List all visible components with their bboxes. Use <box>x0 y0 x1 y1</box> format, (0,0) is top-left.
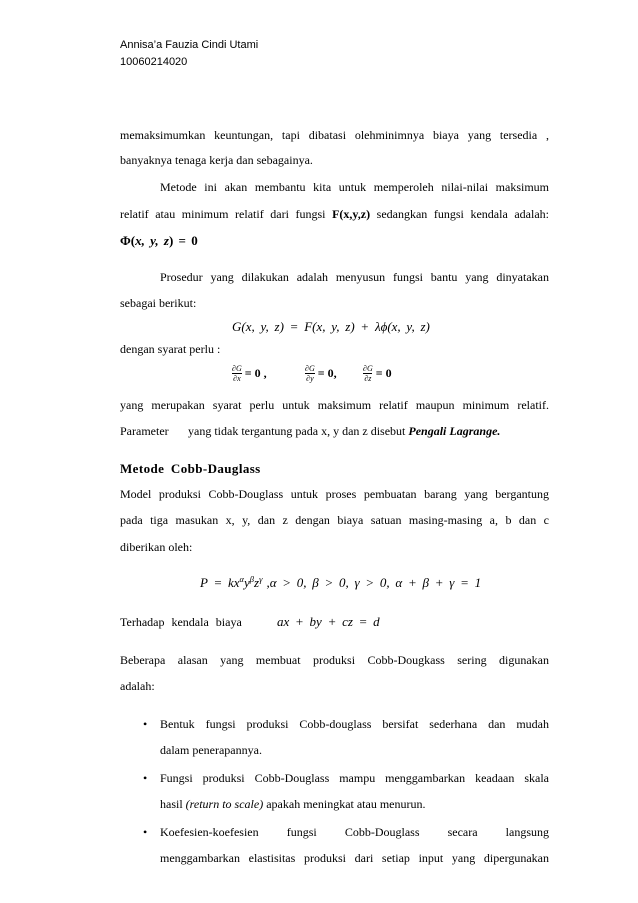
formula-variable: z <box>254 575 260 590</box>
list-item-line: Koefesien-koefesien fungsi Cobb-Douglass secara langsung <box>160 825 549 839</box>
partial-derivative-fraction <box>232 364 242 383</box>
condition-equals: = 0, <box>317 365 337 380</box>
paragraph-line: Metode ini akan membantu kita untuk memperoleh nilai-nilai maksimum <box>160 180 549 194</box>
paragraph-line <box>120 205 549 223</box>
paragraph-line: adalah: <box>120 679 155 693</box>
italic-term: (return to scale) <box>185 797 264 811</box>
fraction-numerator: ∂G <box>305 363 315 373</box>
partial-derivative-condition <box>305 361 337 385</box>
student-id: 10060214020 <box>120 56 188 68</box>
paragraph-line: pada tiga masukan x, y, dan z dengan biaya satuan masing-masing a, b dan c <box>120 513 549 527</box>
section-heading: Metode Cobb-Dauglass <box>120 461 261 476</box>
paragraph-line: diberikan oleh: <box>120 540 193 554</box>
paragraph-line: banyaknya tenaga kerja dan sebagainya. <box>120 153 313 167</box>
parameter-description <box>188 422 500 440</box>
paragraph-line: yang merupakan syarat perlu untuk maksimum relatif maupun minimum relatif. <box>120 398 549 412</box>
formula-variable: x <box>233 575 240 590</box>
fraction-numerator: ∂G <box>232 363 242 373</box>
list-item-line: dalam penerapannya. <box>160 743 262 757</box>
line-text: yang tidak tergantung pada x, y dan z disebut <box>188 424 406 438</box>
condition-equals: = 0 <box>375 365 392 380</box>
list-item-line: menggambarkan elastisitas produksi dari setiap input yang dipergunakan <box>160 851 549 865</box>
bullet-marker: • <box>143 771 148 785</box>
production-function-formula <box>200 574 481 592</box>
partial-derivative-condition <box>232 361 267 385</box>
cost-constraint-formula: ax + by + cz = d <box>277 614 380 629</box>
cost-label: Terhadap kendala biaya <box>120 615 242 629</box>
formula-text <box>200 575 481 590</box>
partial-derivative-fraction <box>363 364 373 383</box>
line-text: relatif atau minimum relatif dari fungsi <box>120 207 326 221</box>
paragraph-line: sebagai berikut: <box>120 296 197 310</box>
lagrange-term: Pengali Lagrange. <box>408 424 501 438</box>
fraction-denominator: ∂z <box>364 373 372 383</box>
line-text: apakah meningkat atau menurun. <box>266 797 426 811</box>
paragraph-line: Beberapa alasan yang membuat produksi Cobb-Dougkass sering digunakan <box>120 653 549 667</box>
fraction-denominator: ∂x <box>233 373 241 383</box>
formula-variables: x, y, z <box>135 233 169 248</box>
paragraph-line: memaksimumkan keuntungan, tapi dibatasi olehminimnya biaya yang tersedia , <box>120 128 549 142</box>
formula-text: G(x, y, z) = F(x, y, z) + λϕ(x, y, z) <box>232 319 430 334</box>
paragraph-line: Prosedur yang dilakukan adalah menyusun fungsi bantu yang dinyatakan <box>160 270 549 284</box>
bullet-marker: • <box>143 717 148 731</box>
author-name: Annisa’a Fauzia Cindi Utami <box>120 39 259 51</box>
formula-part: P = k <box>200 575 234 590</box>
line-text: sedangkan fungsi kendala adalah: <box>376 207 549 221</box>
condition-equals: = 0 , <box>244 365 267 380</box>
formula-conditions: ,α > 0, β > 0, γ > 0, α + β + γ = 1 <box>266 575 482 590</box>
constraint-formula <box>120 232 198 250</box>
paragraph-line <box>120 422 549 440</box>
bullet-marker: • <box>143 825 148 839</box>
list-item-line <box>160 795 549 813</box>
partial-derivative-fraction <box>305 364 315 383</box>
function-label: F(x,y,z) <box>332 207 371 221</box>
list-item-line: Bentuk fungsi produksi Cobb-douglass bersifat sederhana dan mudah <box>160 717 549 731</box>
line-text: hasil <box>160 797 183 811</box>
formula-exponent: α <box>239 574 244 584</box>
formula-exponent: γ <box>259 574 263 584</box>
auxiliary-function-formula <box>232 318 430 336</box>
paragraph-line: Model produksi Cobb-Douglass untuk proses pembuatan barang yang bergantung <box>120 487 549 501</box>
parameter-label: Parameter <box>120 424 169 438</box>
paragraph-line: dengan syarat perlu : <box>120 342 221 356</box>
formula-part: ) = 0 <box>168 233 198 248</box>
formula-variable: y <box>244 575 250 590</box>
formula-exponent: β <box>249 574 255 584</box>
formula-part: Φ( <box>120 233 136 248</box>
fraction-denominator: ∂y <box>306 373 314 383</box>
list-item-line: Fungsi produksi Cobb-Douglass mampu menggambarkan keadaan skala <box>160 771 549 785</box>
partial-derivative-condition <box>363 361 392 385</box>
fraction-numerator: ∂G <box>363 363 373 373</box>
paragraph-line <box>120 613 549 631</box>
